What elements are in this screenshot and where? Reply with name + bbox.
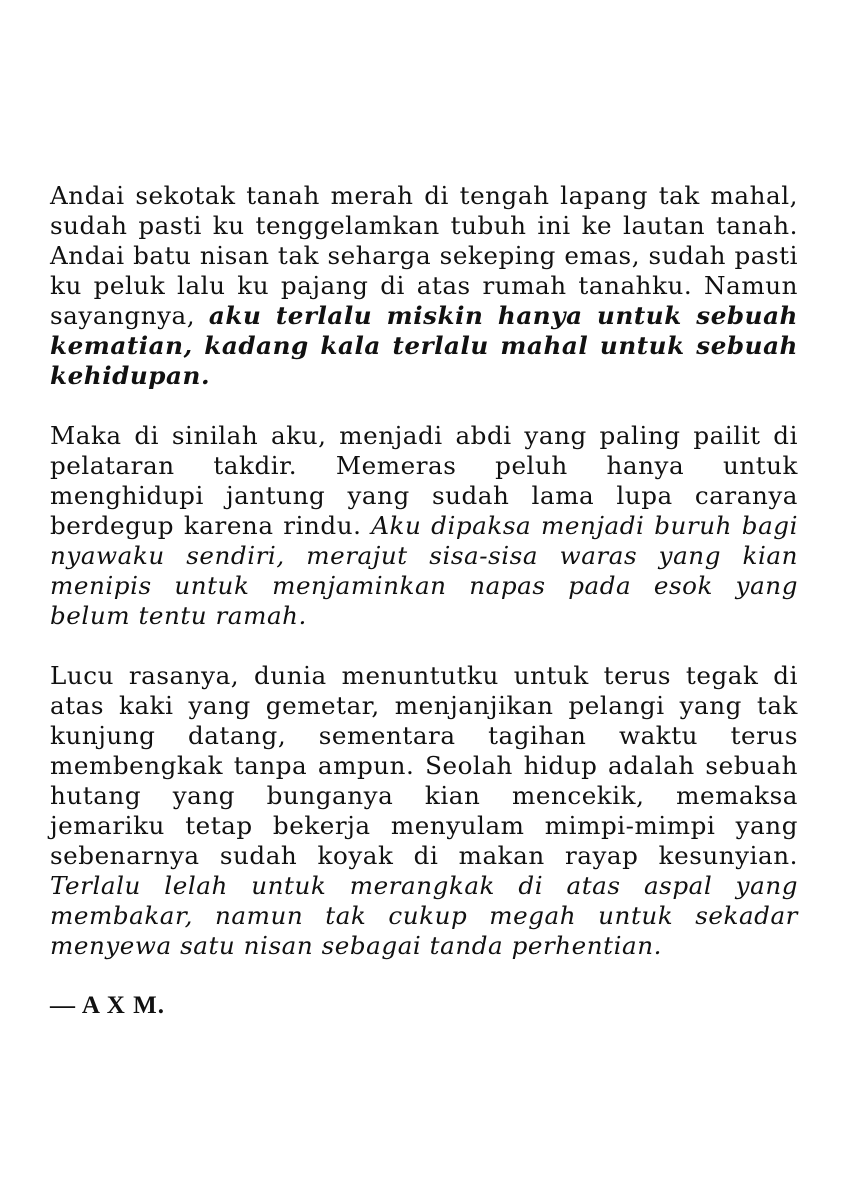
- paragraph-1-emphasis: aku terlalu miskin hanya untuk sebuah kematian, kadang kala terlalu mahal untuk sebuah kehidupan.: [50, 301, 798, 390]
- paragraph-1: [50, 181, 798, 391]
- paragraph-3: [50, 661, 798, 961]
- poem-page: [50, 181, 798, 1021]
- paragraph-2-emphasis: Aku dipaksa menjadi buruh bagi nyawaku sendiri, merajut sisa-sisa waras yang kian menipis untuk menjaminkan napas pada esok yang belum tentu ramah.: [50, 511, 798, 630]
- paragraph-3-text: Lucu rasanya, dunia menuntutku untuk terus tegak di atas kaki yang gemetar, menjanjikan pelangi yang tak kunjung datang, sementara tagihan waktu terus membengkak tanpa ampun. Seolah hidup adalah sebuah hutang yang bunganya kian mencekik, memaksa jemariku tetap bekerja menyulam mimpi-mimpi yang sebenarnya sudah koyak di makan rayap kesunyian.: [50, 661, 798, 870]
- paragraph-1-text: Andai sekotak tanah merah di tengah lapang tak mahal, sudah pasti ku tenggelamkan tubuh ini ke lautan tanah. Andai batu nisan tak seharga sekeping emas, sudah pasti ku peluk lalu ku pajang di atas rumah tanahku. Namun sayangnya,: [50, 181, 798, 330]
- paragraph-3-emphasis: Terlalu lelah untuk merangkak di atas aspal yang membakar, namun tak cukup megah untuk sekadar menyewa satu nisan sebagai tanda perhentian.: [50, 871, 798, 960]
- paragraph-2-text: Maka di sinilah aku, menjadi abdi yang paling pailit di pelataran takdir. Memeras peluh hanya untuk menghidupi jantung yang sudah lama lupa caranya berdegup karena rindu.: [50, 421, 798, 540]
- author-signature: — A X M.: [50, 992, 165, 1019]
- paragraph-2: [50, 421, 798, 631]
